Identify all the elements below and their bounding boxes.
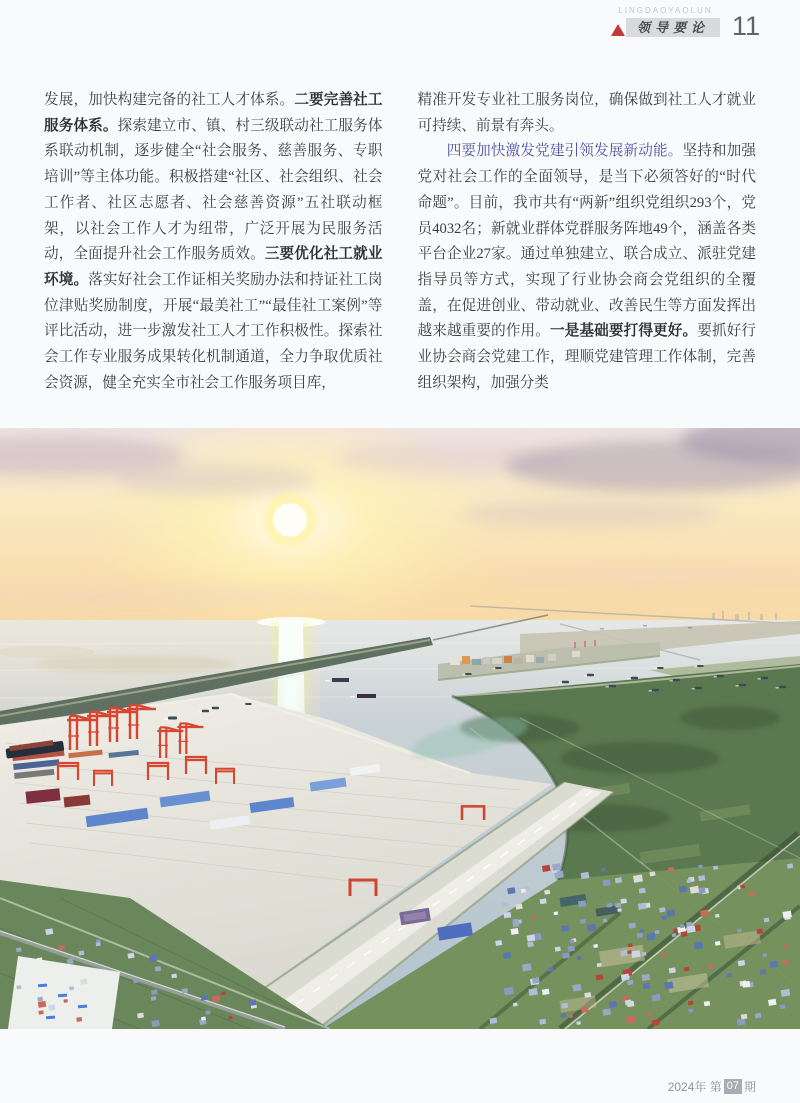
- house: [639, 888, 646, 894]
- article-column-right: [418, 88, 757, 396]
- page-header: [611, 6, 760, 41]
- house: [601, 868, 606, 872]
- house: [171, 974, 177, 979]
- house: [513, 1003, 518, 1007]
- house: [629, 923, 636, 929]
- house: [704, 1001, 710, 1006]
- house: [627, 950, 632, 954]
- page-number: 11: [731, 11, 760, 41]
- house: [554, 911, 559, 915]
- house: [787, 863, 793, 868]
- house: [37, 997, 43, 1002]
- house: [647, 1012, 652, 1016]
- house: [740, 884, 745, 888]
- house: [515, 904, 522, 910]
- house: [155, 966, 162, 971]
- house: [561, 1003, 568, 1009]
- house: [617, 908, 621, 912]
- section-title-badge: 领导要论: [626, 18, 720, 37]
- house: [669, 967, 676, 973]
- house: [504, 987, 514, 995]
- house: [539, 1019, 546, 1025]
- house: [127, 953, 134, 959]
- house: [737, 928, 742, 932]
- house: [769, 961, 778, 968]
- house: [652, 994, 661, 1002]
- house: [741, 1014, 748, 1020]
- article-body: [44, 88, 756, 396]
- house: [708, 964, 714, 969]
- house: [581, 1006, 589, 1013]
- section-pinyin: LINGDAOYAOLUN: [618, 6, 713, 15]
- house: [661, 953, 666, 957]
- house: [715, 941, 721, 946]
- house: [715, 914, 720, 918]
- house: [672, 933, 677, 937]
- house: [80, 979, 87, 985]
- house: [16, 947, 22, 952]
- house: [532, 977, 540, 983]
- house: [603, 879, 611, 886]
- house: [182, 988, 188, 993]
- house: [687, 925, 696, 933]
- house: [638, 902, 647, 909]
- house: [137, 1013, 144, 1019]
- house: [38, 1001, 47, 1008]
- house: [737, 1018, 746, 1025]
- house: [768, 999, 777, 1006]
- house: [764, 918, 770, 923]
- house: [597, 963, 602, 967]
- house: [507, 887, 515, 894]
- house: [627, 980, 633, 985]
- house: [749, 891, 755, 896]
- house: [570, 940, 575, 944]
- house: [698, 875, 705, 881]
- house: [760, 969, 766, 974]
- house: [569, 1014, 573, 1018]
- house: [652, 1019, 660, 1026]
- paragraph: 四要加快激发党建引领发展新动能。坚持和加强党对社会工作的全面领导，是当下必须答好的“时代命题”。目前，我市共有“两新”组织党组织293个，党员4032名；新就业群体党群服务阵地49个，涵盖各类平台企业27家。通过单独建立、联合成立、派驻党建指导员等方式，实现了行业协会商会党组织的全覆盖，在促进创业、带动就业、改善民生等方面发挥出越来越重要的作用。一是基础要打得更好。要抓好行业协会商会党建工作，理顺党建管理工作体制，完善组织架构，加强分类: [417, 143, 756, 391]
- house: [555, 947, 561, 952]
- house: [713, 866, 718, 870]
- house: [552, 863, 561, 871]
- house: [522, 963, 532, 971]
- house: [686, 879, 691, 883]
- house: [680, 924, 685, 928]
- house: [503, 902, 508, 906]
- house: [621, 974, 630, 981]
- house: [248, 999, 256, 1006]
- house: [641, 974, 650, 981]
- house: [580, 919, 586, 924]
- house: [576, 1021, 581, 1025]
- footer-year: 2024年 第: [667, 1080, 722, 1094]
- house: [602, 1009, 611, 1016]
- house: [700, 909, 709, 916]
- house: [561, 1013, 567, 1018]
- house: [201, 1017, 206, 1021]
- house: [615, 877, 622, 883]
- section-masthead: [611, 6, 720, 37]
- house: [489, 1017, 497, 1024]
- house: [742, 981, 750, 988]
- house: [37, 957, 43, 962]
- house: [780, 1004, 786, 1009]
- red-triangle-icon: [611, 24, 625, 36]
- house: [38, 1010, 43, 1015]
- house: [540, 898, 547, 904]
- house: [628, 943, 633, 947]
- house: [48, 1005, 55, 1011]
- house: [133, 979, 139, 984]
- house: [698, 865, 703, 869]
- house: [512, 919, 518, 924]
- house: [782, 959, 788, 964]
- house: [521, 889, 526, 893]
- house: [664, 981, 673, 989]
- house: [679, 885, 687, 892]
- house: [603, 919, 608, 923]
- article-column-left: [44, 88, 383, 396]
- house: [659, 907, 665, 912]
- house: [587, 924, 596, 932]
- house: [201, 994, 209, 1001]
- house: [668, 867, 674, 872]
- house: [503, 952, 511, 959]
- house: [151, 1020, 160, 1027]
- house: [67, 959, 74, 965]
- house: [620, 950, 628, 957]
- house: [643, 983, 651, 989]
- house: [495, 940, 502, 946]
- house: [58, 945, 65, 951]
- house: [783, 945, 788, 949]
- house: [76, 1017, 82, 1022]
- house: [212, 995, 221, 1002]
- house: [762, 953, 767, 957]
- house: [755, 1013, 762, 1018]
- house: [620, 898, 627, 903]
- house: [151, 989, 158, 995]
- house: [738, 960, 745, 966]
- house: [637, 933, 644, 938]
- issue-number-badge: 07: [724, 1079, 742, 1094]
- house: [561, 925, 569, 932]
- house: [527, 941, 534, 947]
- house: [596, 974, 604, 980]
- house: [572, 984, 581, 992]
- house: [584, 992, 591, 998]
- paragraph: 精准开发专业社工服务岗位，确保做到社工人才就业可持续、前景有奔头。: [417, 92, 756, 134]
- house: [607, 903, 613, 908]
- house: [78, 951, 84, 956]
- house: [661, 915, 666, 919]
- house: [568, 945, 576, 951]
- house: [783, 911, 792, 919]
- house: [633, 875, 643, 883]
- sunset-sky: [0, 428, 800, 648]
- house: [562, 952, 570, 959]
- house: [511, 928, 519, 935]
- house: [631, 950, 640, 958]
- house: [626, 1015, 635, 1023]
- house: [45, 928, 53, 935]
- house: [688, 1009, 693, 1013]
- house: [149, 955, 158, 962]
- house: [542, 865, 551, 872]
- house: [688, 1001, 694, 1006]
- house: [655, 930, 660, 934]
- footer-issue-suffix: 期: [743, 1080, 756, 1094]
- house: [690, 886, 699, 894]
- house: [694, 941, 703, 949]
- house: [16, 985, 21, 989]
- house: [542, 989, 550, 995]
- house: [151, 996, 157, 1001]
- house: [205, 1010, 210, 1015]
- house: [578, 900, 587, 907]
- house: [609, 1001, 617, 1008]
- house: [63, 999, 68, 1003]
- house: [625, 1000, 632, 1006]
- aerial-port-illustration: [0, 428, 800, 1029]
- house: [756, 929, 763, 934]
- house: [577, 956, 582, 960]
- house: [640, 929, 644, 933]
- house: [666, 909, 675, 916]
- house: [548, 967, 554, 972]
- house: [503, 912, 511, 919]
- house: [228, 1016, 233, 1020]
- house: [615, 903, 621, 908]
- page-footer: [668, 1078, 756, 1095]
- house: [531, 915, 536, 919]
- house: [527, 934, 536, 941]
- sun-disk: [273, 503, 307, 537]
- house: [684, 967, 690, 972]
- house: [528, 988, 537, 996]
- house: [593, 944, 598, 948]
- house: [69, 986, 74, 990]
- house: [649, 871, 655, 876]
- aerial-port-photo: [0, 428, 800, 1029]
- house: [221, 991, 226, 995]
- house: [641, 952, 646, 956]
- house: [726, 973, 732, 978]
- paragraph: 发展，加快构建完备的社工人才体系。二要完善社工服务体系。探索建立市、镇、村三级联动社工服务体系联动机制，逐步健全“社会服务、慈善服务、专职培训”等主体功能。积极搭建“社区、社会组织、社会工作者、社区志愿者、社会慈善资源”五社联动框架，以社会工作人才为纽带，广泛开展为民服务活动，全面提升社会工作服务质效。三要优化社工就业环境。落实好社会工作证相关奖励办法和持证社工岗位津贴奖励制度，开展“最美社工”“最佳社工案例”等评比活动，进一步激发社工人才工作积极性。探索社会工作专业服务成果转化机制通道，全力争取优质社会资源，健全充实全市社会工作服务项目库，: [44, 92, 383, 391]
- house: [544, 890, 550, 895]
- house: [681, 931, 688, 937]
- house: [646, 933, 655, 941]
- house: [781, 989, 791, 997]
- house: [96, 942, 101, 946]
- house: [581, 872, 590, 879]
